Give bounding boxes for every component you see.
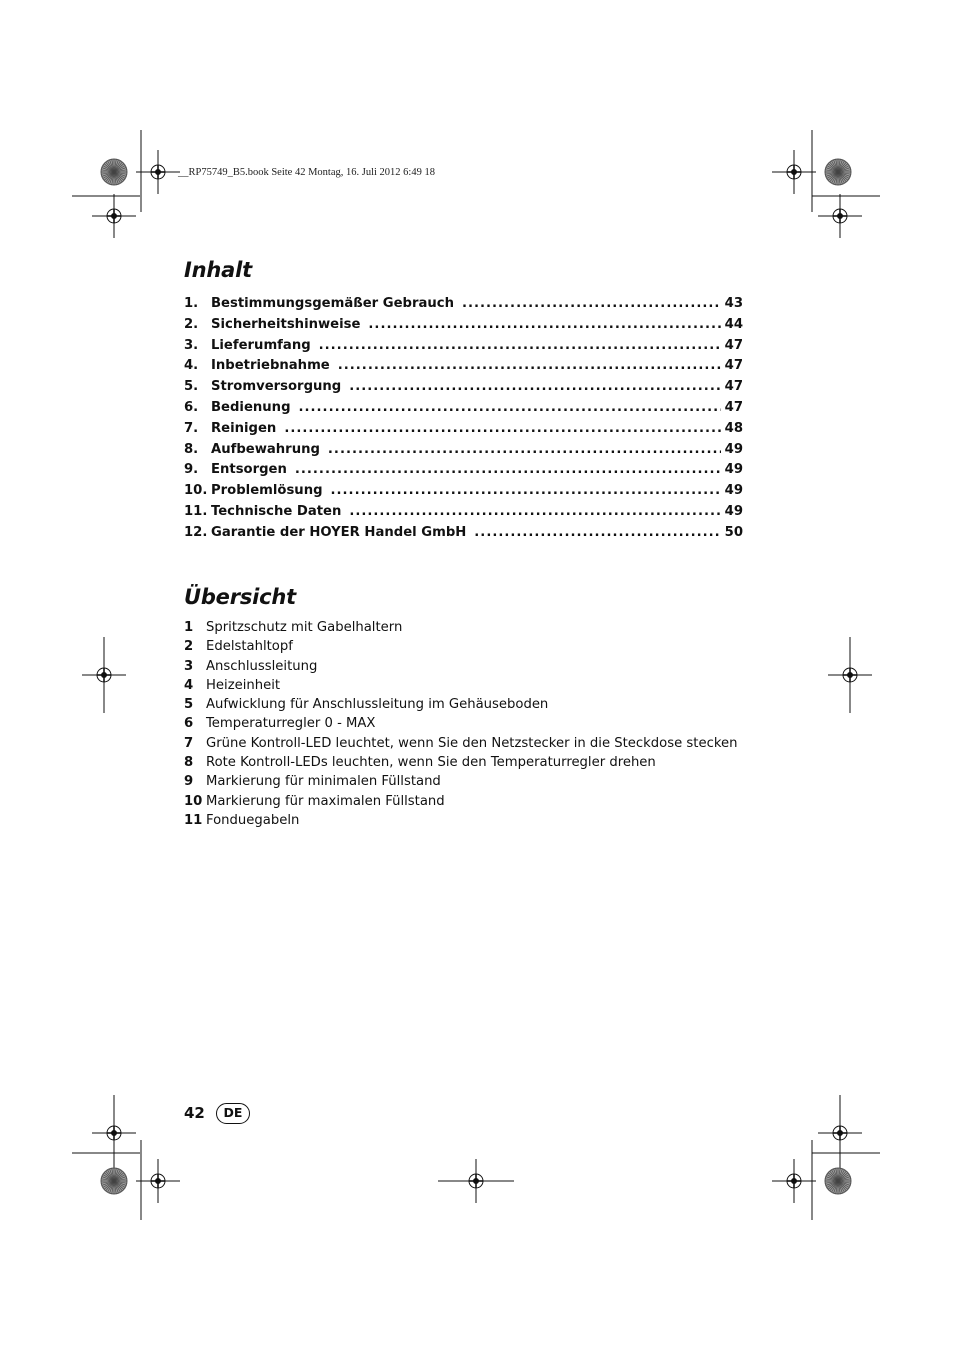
toc-entry-number: 6. — [184, 399, 199, 415]
toc-dot-leader — [462, 296, 721, 311]
toc-entry-title: Bedienung — [211, 399, 291, 415]
starburst-mark-icon — [825, 159, 851, 185]
toc-dot-leader — [338, 358, 721, 373]
toc-dot-leader — [299, 400, 721, 415]
toc-entry-number: 3. — [184, 337, 199, 353]
toc-entry-title: Lieferumfang — [211, 337, 311, 353]
overview-item — [184, 697, 737, 716]
toc-dot-leader — [284, 421, 720, 436]
overview-item-text: Markierung für minimalen Füllstand — [206, 774, 441, 790]
crosshair-mark-icon — [818, 194, 862, 238]
overview-item — [184, 678, 737, 697]
toc-entry — [184, 442, 743, 463]
overview-item — [184, 794, 737, 813]
toc-entry-title: Bestimmungsgemäßer Gebrauch — [211, 296, 454, 311]
toc-entry-number: 4. — [184, 358, 199, 374]
overview-item — [184, 755, 737, 774]
toc-entry-number: 2. — [184, 316, 199, 332]
toc-entry-title: Garantie der HOYER Handel GmbH — [211, 524, 467, 540]
print-file-header: __RP75749_B5.book Seite 42 Montag, 16. Juli 2012 6:49 18 — [178, 167, 435, 178]
toc-entry-title: Entsorgen — [211, 462, 287, 478]
toc-entry-number: 9. — [184, 462, 199, 478]
overview-item-number: 4 — [184, 677, 194, 693]
toc-entry-number: 7. — [184, 420, 199, 436]
overview-item-text: Edelstahltopf — [206, 639, 293, 655]
toc-entry-title: Reinigen — [211, 420, 277, 436]
contents-title: Inhalt — [184, 258, 252, 282]
crosshair-mark-icon — [136, 1159, 180, 1203]
toc-entry-page: 47 — [724, 337, 743, 353]
crosshair-mark-icon — [828, 637, 872, 713]
language-badge: DE — [216, 1103, 250, 1124]
toc-entry-number: 8. — [184, 441, 199, 457]
toc-entry-page: 50 — [724, 524, 743, 540]
crosshair-mark-icon — [772, 150, 816, 194]
overview-item-number: 9 — [184, 774, 194, 790]
toc-entry-page: 47 — [724, 399, 743, 415]
toc-entry — [184, 400, 743, 421]
overview-item-number: 10 — [184, 793, 203, 809]
toc-entry-number: 12. — [184, 524, 208, 540]
toc-entry-page: 49 — [724, 503, 743, 519]
toc-entry — [184, 317, 743, 338]
overview-item-number: 7 — [184, 735, 194, 751]
overview-item-text: Grüne Kontroll-LED leuchtet, wenn Sie den Netzstecker in die Steckdose stecken — [206, 735, 738, 751]
toc-entry — [184, 462, 743, 483]
toc-entry-page: 49 — [724, 462, 743, 478]
overview-item-text: Markierung für maximalen Füllstand — [206, 793, 445, 809]
toc-dot-leader — [349, 504, 720, 519]
toc-dot-leader — [328, 442, 721, 457]
starburst-mark-icon — [825, 1168, 851, 1194]
toc-entry-number: 11. — [184, 503, 208, 519]
toc-entry — [184, 379, 743, 400]
overview-title: Übersicht — [184, 585, 297, 609]
toc-entry — [184, 296, 743, 317]
toc-entry — [184, 358, 743, 379]
overview-item — [184, 774, 737, 793]
overview-item — [184, 659, 737, 678]
crosshair-mark-icon — [92, 194, 136, 238]
toc-entry-page: 44 — [724, 316, 743, 332]
toc-entry-title: Technische Daten — [211, 503, 342, 519]
overview-item — [184, 620, 737, 639]
overview-item-number: 3 — [184, 658, 194, 674]
overview-item-text: Anschlussleitung — [206, 658, 318, 674]
overview-item — [184, 639, 737, 658]
crosshair-mark-icon — [136, 150, 180, 194]
toc-entry-title: Stromversorgung — [211, 379, 342, 395]
toc-entry-page: 48 — [724, 420, 743, 436]
toc-entry-page: 49 — [724, 483, 743, 499]
overview-item-number: 5 — [184, 697, 194, 713]
overview-item-text: Spritzschutz mit Gabelhaltern — [206, 620, 403, 635]
starburst-mark-icon — [101, 1168, 127, 1194]
toc-entry — [184, 421, 743, 442]
toc-dot-leader — [319, 338, 721, 353]
toc-entry-number: 10. — [184, 483, 208, 499]
crosshair-mark-icon — [818, 1095, 862, 1171]
overview-item-text: Heizeinheit — [206, 677, 281, 693]
toc-entry — [184, 504, 743, 525]
toc-entry-number: 5. — [184, 379, 199, 395]
crosshair-mark-icon — [772, 1159, 816, 1203]
overview-item-text: Rote Kontroll-LEDs leuchten, wenn Sie den Temperaturregler drehen — [206, 755, 656, 771]
crosshair-mark-icon — [438, 1159, 514, 1203]
overview-item-number: 6 — [184, 716, 194, 732]
toc-entry-title: Problemlösung — [211, 483, 323, 499]
toc-dot-leader — [474, 525, 720, 540]
overview-item — [184, 813, 737, 832]
overview-item-text: Fonduegabeln — [206, 812, 300, 828]
crosshair-mark-icon — [82, 637, 126, 713]
crosshair-mark-icon — [92, 1095, 136, 1171]
toc-entry-title: Aufbewahrung — [211, 441, 320, 457]
overview-item-number: 1 — [184, 620, 194, 635]
toc-dot-leader — [295, 462, 721, 477]
overview-item-number: 8 — [184, 755, 194, 771]
overview-item — [184, 716, 737, 735]
toc-entry-number: 1. — [184, 296, 199, 311]
toc-entry-page: 43 — [724, 296, 743, 311]
toc-dot-leader — [331, 483, 721, 498]
overview-item — [184, 736, 737, 755]
toc-entry — [184, 525, 743, 546]
page-number: 42 — [184, 1104, 205, 1122]
table-of-contents — [184, 296, 743, 546]
toc-dot-leader — [349, 379, 720, 394]
toc-entry-page: 47 — [724, 358, 743, 374]
toc-dot-leader — [368, 317, 720, 332]
toc-entry-title: Sicherheitshinweise — [211, 316, 361, 332]
overview-item-number: 2 — [184, 639, 194, 655]
toc-entry — [184, 338, 743, 359]
overview-item-text: Temperaturregler 0 - MAX — [206, 716, 376, 732]
toc-entry-page: 47 — [724, 379, 743, 395]
overview-item-number: 11 — [184, 812, 203, 828]
overview-parts-list — [184, 620, 737, 832]
toc-entry — [184, 483, 743, 504]
overview-item-text: Aufwicklung für Anschlussleitung im Gehäuseboden — [206, 697, 549, 713]
toc-entry-page: 49 — [724, 441, 743, 457]
starburst-mark-icon — [101, 159, 127, 185]
toc-entry-title: Inbetriebnahme — [211, 358, 330, 374]
